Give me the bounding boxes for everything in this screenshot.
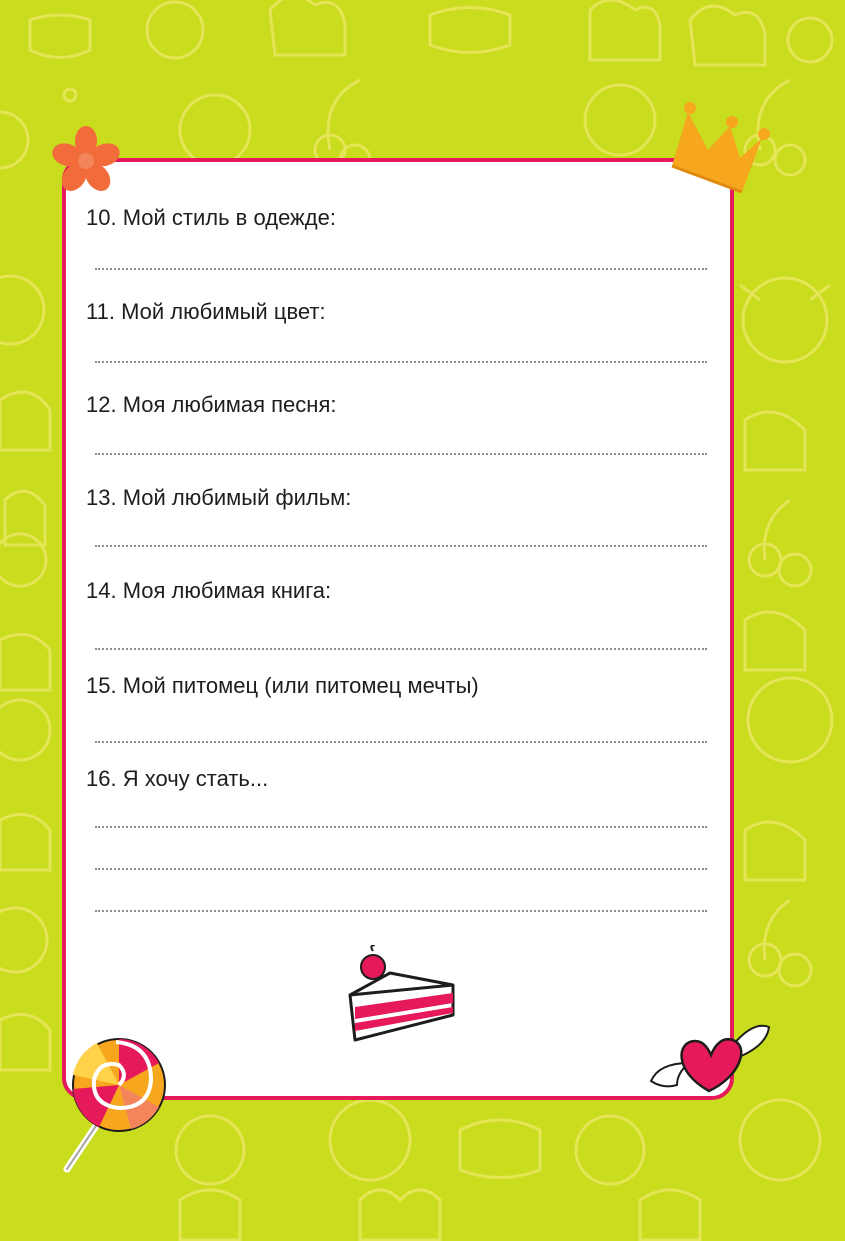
question-style: 10. Мой стиль в одежде: — [86, 205, 336, 230]
question-book: 14. Моя любимая книга: — [86, 578, 332, 603]
answer-line[interactable] — [95, 910, 707, 912]
answer-line[interactable] — [95, 741, 707, 743]
answer-line[interactable] — [95, 826, 707, 828]
question-pet: 15. Мой питомец (или питомец мечты) — [86, 673, 479, 698]
winged-heart-icon — [643, 1015, 773, 1095]
answer-line[interactable] — [95, 361, 707, 363]
question-future: 16. Я хочу стать... — [86, 766, 269, 791]
answer-line[interactable] — [95, 868, 707, 870]
question-color: 11. Мой любимый цвет: — [86, 299, 326, 324]
cake-icon — [345, 945, 460, 1045]
question-song: 12. Моя любимая песня: — [86, 392, 337, 417]
answer-line[interactable] — [95, 545, 707, 547]
answer-line[interactable] — [95, 648, 707, 650]
crown-icon — [662, 98, 772, 198]
lollipop-icon — [55, 1035, 175, 1175]
flower-icon — [50, 125, 122, 197]
question-film: 13. Мой любимый фильм: — [86, 485, 352, 510]
answer-line[interactable] — [95, 268, 707, 270]
answer-line[interactable] — [95, 453, 707, 455]
